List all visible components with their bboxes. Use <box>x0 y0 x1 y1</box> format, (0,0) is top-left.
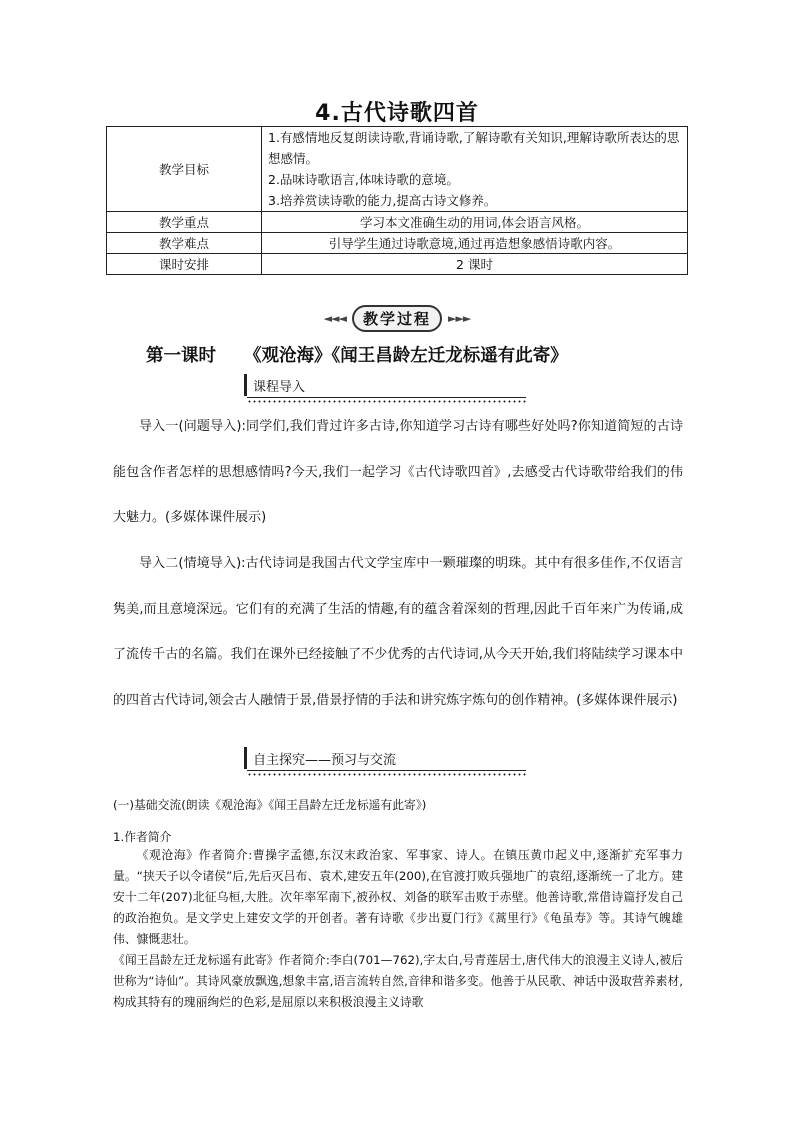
table-row <box>107 233 688 254</box>
row-label: 课时安排 <box>107 254 262 275</box>
lesson-poems: 《观沧海》《闻王昌龄左迁龙标遥有此寄》 <box>244 346 568 366</box>
lesson-part: 第一课时 <box>146 346 216 366</box>
row-label: 教学重点 <box>107 212 262 233</box>
row-value: 2 课时 <box>262 254 688 275</box>
dotted-underline-icon <box>247 400 526 403</box>
section-title: 自主探究——预习与交流 <box>253 753 397 768</box>
row-value: 学习本文准确生动的用词,体会语言风格。 <box>262 212 688 233</box>
section-bar-icon <box>244 374 247 396</box>
goal-item: 3.培养赏读诗歌的能力,提高古诗文修养。 <box>268 193 497 208</box>
item-label: 1.作者简介 <box>113 830 172 844</box>
goal-item: 2.品味诗歌语言,体味诗歌的意境。 <box>268 172 459 187</box>
goal-item: 1.有感情地反复朗读诗歌,背诵诗歌,了解诗歌有关知识,理解诗歌所表达的思想感情。 <box>268 130 680 166</box>
section-bar-icon <box>244 747 247 769</box>
section-heading-explore <box>244 745 526 771</box>
goal-label: 教学目标 <box>107 127 262 212</box>
table-row <box>107 212 688 233</box>
author-intro-libai: 《闻王昌龄左迁龙标遥有此寄》作者简介:李白(701—762),字太白,号青莲居士,唐代伟大的浪漫主义诗人,被后世称为“诗仙”。其诗风豪放飘逸,想象丰富,语言流转自然,音律和谐多变。他善于从民歌、神话中汲取营养素材,构成其特有的瑰丽绚烂的色彩,是屈原以来积极浪漫主义诗歌 <box>113 953 683 1009</box>
left-arrows-icon: ◄◄◄ <box>323 311 346 325</box>
section-title: 课程导入 <box>253 380 306 395</box>
intro-paragraph-1: 导入一(问题导入):同学们,我们背过许多古诗,你知道学习古诗有哪些好处吗?你知道简短的古诗能包含作者怎样的思想感情吗?今天,我们一起学习《古代诗歌四首》,去感受古代诗歌带给我们的伟大魅力。(多媒体课件展示) <box>113 419 683 525</box>
row-value: 引导学生通过诗歌意境,通过再造想象感悟诗歌内容。 <box>262 233 688 254</box>
lesson-heading <box>146 342 568 367</box>
row-label: 教学难点 <box>107 233 262 254</box>
teaching-info-table <box>106 126 688 275</box>
author-intro-caocao: 《观沧海》作者简介:曹操字孟德,东汉末政治家、军事家、诗人。在镇压黄巾起义中,逐渐扩充军事力量。“挟天子以令诸侯”后,先后灭吕布、袁术,建安五年(200),在官渡打败兵强地广的袁绍,逐渐统一了北方。建安十二年(207)北征乌桓,大胜。次年率军南下,被孙权、刘备的联军击败于赤壁。他善诗歌,常借诗篇抒发自己的政治抱负。是文学史上建安文学的开创者。著有诗歌《步出夏门行》《蒿里行》《龟虽寿》等。其诗气魄雄伟、慷慨悲壮。 <box>113 848 683 946</box>
subheading: (一)基础交流(朗读《观沧海》《闻王昌龄左迁龙标遥有此寄》) <box>113 798 427 812</box>
process-banner-label: 教学过程 <box>352 305 442 332</box>
process-banner <box>300 305 494 331</box>
intro-paragraph-2: 导入二(情境导入):古代诗词是我国古代文学宝库中一颗璀璨的明珠。其中有很多佳作,不仅语言隽美,而且意境深远。它们有的充满了生活的情趣,有的蕴含着深刻的哲理,因此千百年来广为传诵,成了流传千古的名篇。我们在课外已经接触了不少优秀的古代诗词,从今天开始,我们将陆续学习课本中的四首古代诗词,领会古人融情于景,借景抒情的手法和讲究炼字炼句的创作精神。(多媒体课件展示) <box>113 556 683 708</box>
page-title: 4.古代诗歌四首 <box>315 101 479 126</box>
dotted-underline-icon <box>247 773 526 776</box>
table-row <box>107 254 688 275</box>
goal-cell <box>262 127 688 212</box>
section-heading-intro <box>244 372 526 398</box>
right-arrows-icon: ►►► <box>448 311 471 325</box>
table-row <box>107 127 688 212</box>
